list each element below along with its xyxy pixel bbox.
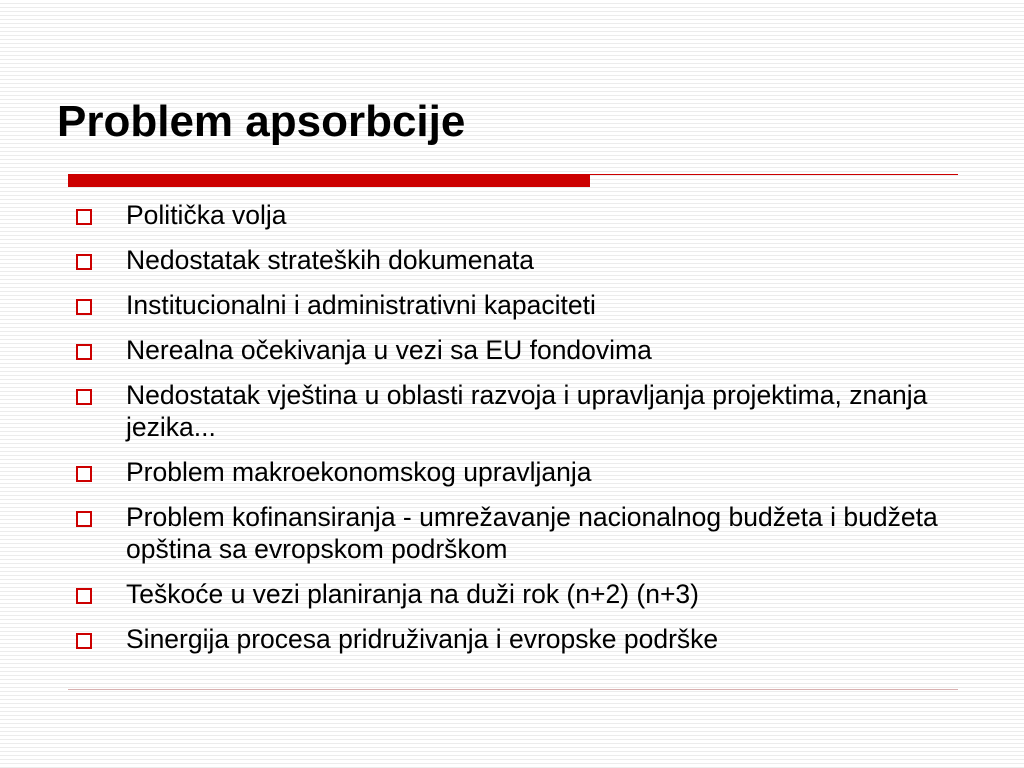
bullet-text: Nedostatak strateških dokumenata	[126, 245, 535, 275]
title-underline-accent-bar	[68, 175, 590, 187]
slide-title: Problem apsorbcije	[57, 97, 466, 146]
hollow-square-bullet-icon	[76, 511, 92, 527]
bullet-item	[76, 578, 956, 610]
bullet-text: Politička volja	[126, 200, 287, 230]
hollow-square-bullet-icon	[76, 588, 92, 604]
bullet-item	[76, 289, 956, 321]
hollow-square-bullet-icon	[76, 466, 92, 482]
bullet-item	[76, 334, 956, 366]
bullet-text: Teškoće u vezi planiranja na duži rok (n+2) (n+3)	[126, 579, 699, 609]
bullet-item	[76, 244, 956, 276]
hollow-square-bullet-icon	[76, 633, 92, 649]
bullet-text: Nerealna očekivanja u vezi sa EU fondovima	[126, 335, 652, 365]
bullet-text: Problem makroekonomskog upravljanja	[126, 457, 592, 487]
bullet-item	[76, 623, 956, 655]
hollow-square-bullet-icon	[76, 344, 92, 360]
bullet-item	[76, 199, 956, 231]
bullet-item	[76, 501, 956, 565]
bullet-item	[76, 379, 956, 443]
bullet-text: Institucionalni i administrativni kapaciteti	[126, 290, 596, 320]
bullet-item	[76, 456, 956, 488]
hollow-square-bullet-icon	[76, 389, 92, 405]
footer-divider	[68, 689, 958, 690]
hollow-square-bullet-icon	[76, 299, 92, 315]
bullet-text: Nedostatak vještina u oblasti razvoja i upravljanja projektima, znanja jezika...	[126, 380, 928, 442]
bullet-text: Sinergija procesa pridruživanja i evropske podrške	[126, 624, 719, 654]
bullet-list	[76, 199, 956, 668]
bullet-text: Problem kofinansiranja - umrežavanje nacionalnog budžeta i budžeta opština sa evropskom podrškom	[126, 502, 938, 564]
hollow-square-bullet-icon	[76, 209, 92, 225]
hollow-square-bullet-icon	[76, 254, 92, 270]
